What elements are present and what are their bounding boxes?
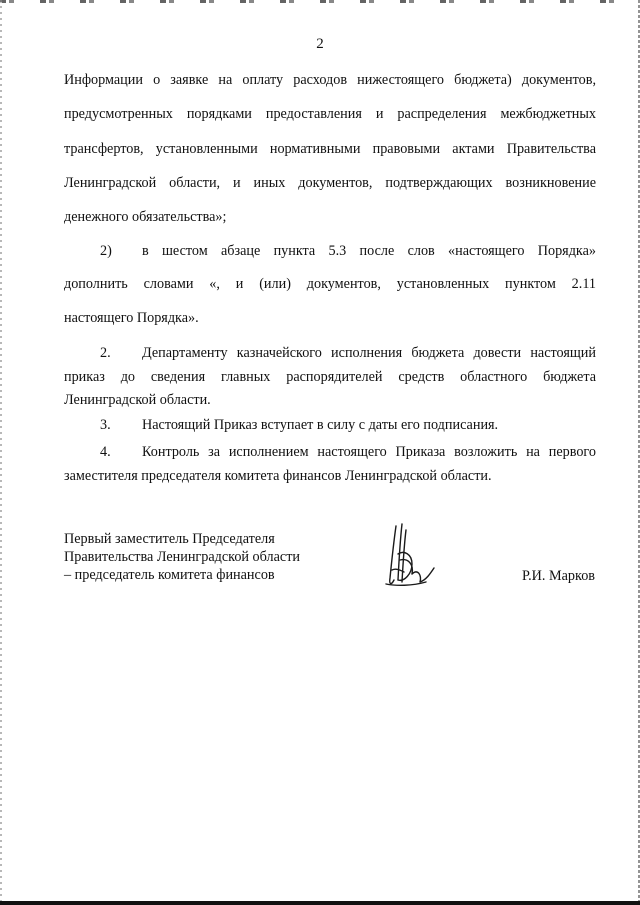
subitem-2-line-3: настоящего Порядка». [64, 310, 199, 326]
continuation-line-4: Ленинградской области, и иных документов, подтверждающих возникновение [64, 175, 596, 191]
item-4-line-1 [100, 443, 596, 461]
item-3-number: 3. [100, 417, 111, 433]
scan-edge-bottom [0, 901, 640, 905]
subitem-2-number: 2) [100, 243, 112, 259]
continuation-line-2: предусмотренных порядками предоставления и распределения межбюджетных [64, 106, 596, 122]
handwritten-signature [382, 520, 442, 592]
continuation-line-1: Информации о заявке на оплату расходов нижестоящего бюджета) документов, [64, 72, 596, 88]
scan-edge-left [0, 0, 2, 905]
item-3-line-1 [100, 416, 596, 434]
scan-edge-top [0, 0, 640, 3]
item-2-number: 2. [100, 345, 111, 361]
signatory-title-line-2: Правительства Ленинградской области [64, 549, 300, 565]
signatory-title-line-1: Первый заместитель Председателя [64, 531, 275, 547]
subitem-2-line-1 [100, 242, 596, 260]
continuation-line-3: трансфертов, установленными нормативными правовыми актами Правительства [64, 141, 596, 157]
continuation-line-5: денежного обязательства»; [64, 209, 227, 225]
item-2-line-3: Ленинградской области. [64, 392, 211, 408]
item-2-text: Департаменту казначейского исполнения бюджета довести настоящий [142, 345, 596, 361]
subitem-2-line-2: дополнить словами «, и (или) документов, установленных пунктом 2.11 [64, 276, 596, 292]
item-3-text: Настоящий Приказ вступает в силу с даты его подписания. [142, 417, 499, 433]
signatory-title-line-3: – председатель комитета финансов [64, 567, 275, 583]
signatory-name: Р.И. Марков [522, 568, 595, 584]
item-4-number: 4. [100, 444, 111, 460]
item-2-line-2: приказ до сведения главных распорядителей средств областного бюджета [64, 369, 596, 385]
item-4-line-2: заместителя председателя комитета финансов Ленинградской области. [64, 468, 492, 484]
page-number: 2 [316, 36, 324, 52]
subitem-2-text: в шестом абзаце пункта 5.3 после слов «настоящего Порядка» [142, 243, 596, 259]
item-2-line-1 [100, 344, 596, 362]
item-4-text: Контроль за исполнением настоящего Приказа возложить на первого [142, 444, 596, 460]
